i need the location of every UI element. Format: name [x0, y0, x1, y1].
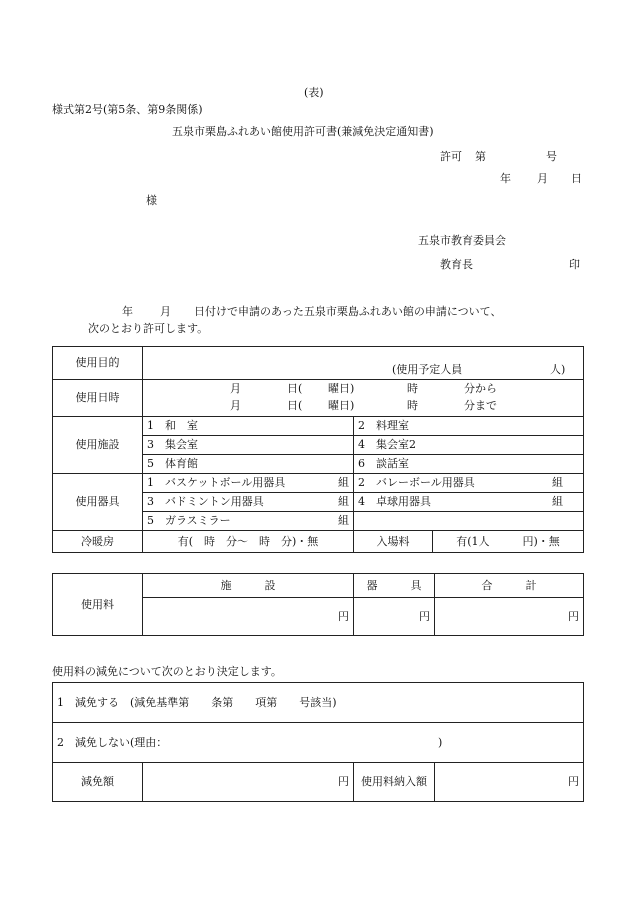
reduction-intro: 使用料の減免について次のとおり決定します。	[52, 665, 282, 678]
datetime-label: 使用日時	[53, 380, 143, 417]
document-title: 五泉市栗島ふれあい館使用許可書(兼減免決定通知書)	[172, 125, 434, 138]
side-label: (表)	[304, 86, 324, 99]
admission-value: 有(1人 円)・無	[433, 531, 584, 553]
dt-from: 分から	[464, 382, 497, 395]
form-number: 様式第2号(第5条、第9条関係)	[52, 103, 203, 116]
equipment-fee-yen: 円	[354, 598, 435, 636]
datetime-cell	[143, 380, 584, 417]
addressee-suffix: 様	[146, 194, 157, 207]
hvac-value: 有( 時 分～ 時 分)・無	[143, 531, 354, 553]
purpose-label: 使用目的	[53, 347, 143, 380]
option-2-close: )	[438, 735, 443, 749]
facility-item: 2 料理室	[354, 417, 584, 436]
admission-label: 入場料	[354, 531, 433, 553]
reduction-table	[52, 682, 584, 802]
payment-yen: 円	[435, 763, 584, 802]
set-unit: 組	[338, 495, 349, 508]
facility-item: 5 体育館	[143, 455, 354, 474]
date-year: 年	[500, 172, 511, 185]
set-unit: 組	[552, 476, 563, 489]
equipment-item: 5 ガラスミラー 組	[143, 512, 354, 531]
body-line-2: 次のとおり許可します。	[88, 322, 209, 335]
expected-people: (使用予定人員	[392, 363, 463, 376]
people-unit: 人)	[550, 363, 566, 376]
equipment-item: 4 卓球用器具 組	[354, 493, 584, 512]
dt-day-2: 日(	[287, 399, 303, 412]
permit-label: 許可	[440, 150, 462, 163]
permit-table	[52, 346, 584, 553]
issuer-org: 五泉市教育委員会	[418, 234, 506, 247]
facility-label: 使用施設	[53, 417, 143, 474]
total-fee-yen: 円	[435, 598, 584, 636]
permit-go: 号	[546, 150, 557, 163]
facility-item: 6 談話室	[354, 455, 584, 474]
col-facility: 施 設	[143, 574, 354, 598]
set-unit: 組	[338, 476, 349, 489]
purpose-cell	[143, 347, 584, 380]
hvac-label: 冷暖房	[53, 531, 143, 553]
facility-item: 3 集会室	[143, 436, 354, 455]
equipment-empty	[354, 512, 584, 531]
seal-mark: 印	[569, 258, 580, 271]
option-2-text: 2 減免しない(理由：	[57, 735, 168, 749]
dt-weekday-2: 曜日)	[328, 399, 355, 412]
dt-month-1: 月	[230, 382, 241, 395]
equipment-item: 3 バドミントン用器具 組	[143, 493, 354, 512]
col-equipment: 器 具	[354, 574, 435, 598]
dt-until: 分まで	[464, 399, 497, 412]
facility-item: 4 集会室2	[354, 436, 584, 455]
reduction-option-2	[53, 723, 584, 763]
payment-label: 使用料納入額	[354, 763, 435, 802]
facility-item: 1 和 室	[143, 417, 354, 436]
dt-day-1: 日(	[287, 382, 303, 395]
col-total: 合 計	[435, 574, 584, 598]
permit-dai: 第	[475, 150, 486, 163]
dt-month-2: 月	[230, 399, 241, 412]
reduction-option-1: 1 減免する (減免基準第 条第 項第 号該当)	[53, 683, 584, 723]
dt-hour-1: 時	[407, 382, 418, 395]
equipment-item: 2 バレーボール用器具 組	[354, 474, 584, 493]
dt-hour-2: 時	[407, 399, 418, 412]
date-day: 日	[571, 172, 582, 185]
equipment-label: 使用器具	[53, 474, 143, 531]
set-unit: 組	[552, 495, 563, 508]
equipment-item: 1 バスケットボール用器具 組	[143, 474, 354, 493]
fee-table	[52, 573, 584, 636]
body-month: 月	[160, 305, 171, 318]
fee-label: 使用料	[53, 574, 143, 636]
reduction-amount-label: 減免額	[53, 763, 143, 802]
facility-fee-yen: 円	[143, 598, 354, 636]
body-line-1: 日付けで申請のあった五泉市栗島ふれあい館の申請について、	[194, 305, 502, 318]
date-month: 月	[537, 172, 548, 185]
reduction-amount-yen: 円	[143, 763, 354, 802]
issuer-title: 教育長	[440, 258, 473, 271]
dt-weekday-1: 曜日)	[328, 382, 355, 395]
set-unit: 組	[338, 514, 349, 527]
body-year: 年	[122, 305, 133, 318]
